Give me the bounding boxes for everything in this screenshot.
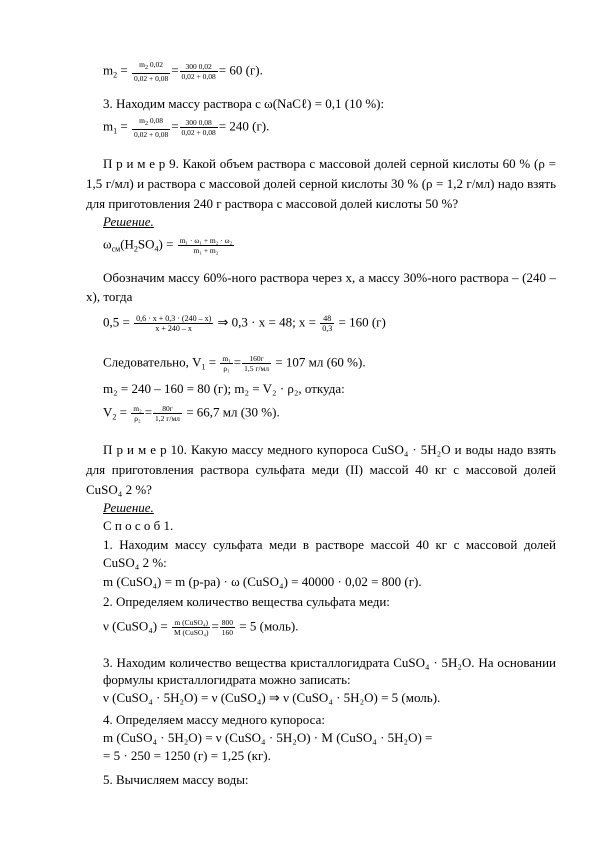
- example10-text: П р и м е р 10. Какую массу медного купороса CuSO₄ · 5H₂O и воды надо взять для приготовления раствора сульфата меди (II) массой 40 кг с массовой долей CuSO₄ 2 %?: [86, 442, 556, 497]
- denote-text: Обозначим массу 60%-ного раствора через x, а массу 30%-ного раствора – (240 – x), тогда: [86, 270, 556, 304]
- step4-text: 4. Определяем массу медного купороса:: [103, 712, 325, 727]
- step2-text: 2. Определяем количество вещества сульфата меди:: [103, 594, 390, 609]
- step4-equation-2: = 5 · 250 = 1250 (г) = 1,25 (кг).: [103, 748, 271, 763]
- solution-heading-2: Решение.: [103, 500, 154, 515]
- m1-equation: $m_1$ = $\frac{m_2 0,08}{0,02 + 0,08}$ = $\frac{300 0,08}{0,02 + 0,08}$ = 240 (г).: [103, 116, 270, 139]
- method1-heading: С п о с о б 1.: [103, 518, 174, 533]
- step3b-equation: ν (CuSO₄ · 5H₂O) = ν (CuSO₄) ⇒ ν (CuSO₄ · 5H₂O) = 5 (моль).: [103, 690, 441, 705]
- v1-equation: Следовательно, $V_1$ = $\frac{\text{m₁}}{\text{ρ₁}}$ = $\frac{160г}{1,5 г/мл}$ = 107 мл (60 %).: [103, 354, 366, 373]
- step4-equation-1: m (CuSO₄ · 5H₂O) = ν (CuSO₄ · 5H₂O) · M (CuSO₄ · 5H₂O) =: [103, 730, 433, 745]
- step2-equation: ν (CuSO₄) = $\frac{\text{m (CuSO₄)}}{\text{M (CuSO₄)}}$ = $\frac{800}{160}$ = 5 (моль).: [103, 618, 299, 637]
- step3-text: 3. Находим массу раствора с ω(NaCℓ) = 0,1 (10 %):: [103, 96, 385, 111]
- v2-equation: $V_2$ = $\frac{\text{m₂}}{\text{ρ₂}}$ = $\frac{80г}{1,2 г/мл}$ = 66,7 мл (30 %).: [103, 404, 280, 423]
- m2-equation: $m_2$ = $\frac{m_2 0,02}{0,02 + 0,08}$ = $\frac{300 0,02}{0,02 + 0,08}$ = 60 (г).: [103, 60, 263, 83]
- m2-calc-text: m₂ = 240 – 160 = 80 (г); m₂ = V₂ · ρ₂, откуда:: [103, 381, 345, 396]
- step5-text: 5. Вычисляем массу воды:: [103, 772, 249, 787]
- example9-text: П р и м е р 9. Какой объем раствора с массовой долей серной кислоты 60 % (ρ = 1,5 г/мл) и раствора с массовой долей серной кислоты 30 % (ρ = 1,2 г/мл) надо взять для приготовления 240 г раствора с массовой долей кислоты 50 %?: [86, 156, 556, 211]
- half-equation: 0,5 = $\frac{0,6 \cdot x + 0,3 \cdot (240 - x)}{x + 240 - x}$ ⇒ 0,3 · x = 48; x = $\frac{48}{0,3}$ = 160 (г): [103, 314, 386, 333]
- step1-text: 1. Находим массу сульфата меди в растворе массой 40 кг с массовой долей CuSO₄ 2 %:: [103, 537, 556, 570]
- step3b-text: 3. Находим количество вещества кристаллогидрата CuSO₄ · 5H₂O. На основании формулы кристаллогидрата можно записать:: [103, 655, 556, 687]
- omega-equation: $\omega_{см}(H_2SO_4)$ = $\frac{\text{m₁ · ω₁ + m₂ · ω₂}}{\text{m₁ + m₂}}$: [103, 236, 233, 255]
- solution-heading-1: Решение.: [103, 214, 154, 229]
- step1-equation: m (CuSO₄) = m (р-ра) · ω (CuSO₄) = 40000 · 0,02 = 800 (г).: [103, 574, 422, 589]
